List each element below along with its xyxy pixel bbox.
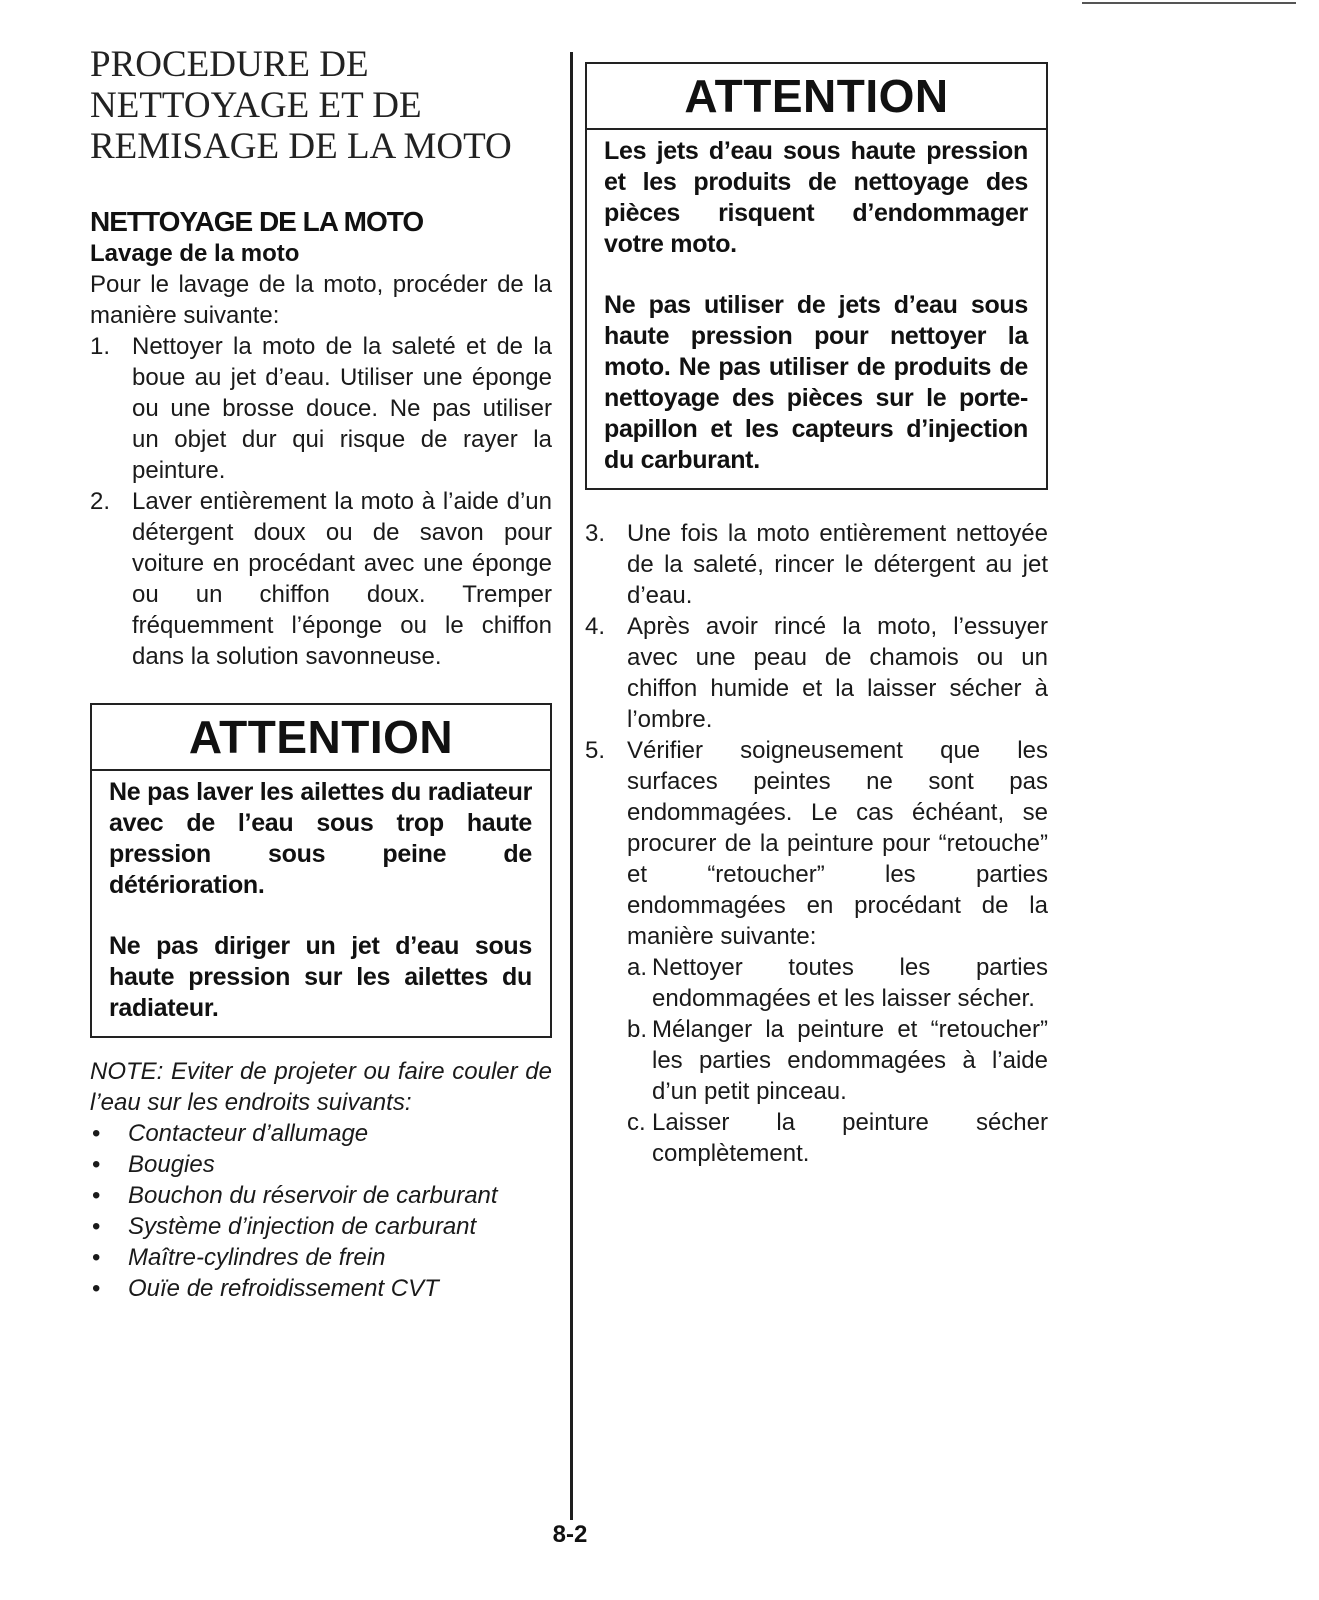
attention-paragraph: Ne pas laver les ailettes du radiateur avec de l’eau sous trop haute pression sous peine de détérioration. — [109, 778, 532, 899]
attention-content — [92, 771, 550, 1036]
attention-box-pressure — [585, 62, 1048, 490]
sub-steps-list — [585, 952, 1048, 1169]
attention-paragraph: Les jets d’eau sous haute pression et les produits de nettoyage des pièces risquent d’endommager votre moto. — [604, 137, 1028, 258]
bullet-icon: • — [92, 1244, 101, 1271]
note-item-text: Ouïe de refroidissement CVT — [128, 1275, 439, 1302]
section-heading: NETTOYAGE DE LA MOTO — [90, 206, 424, 237]
note-text: NOTE: Eviter de projeter ou faire couler de l’eau sur les endroits suivants: — [90, 1058, 552, 1116]
sub-step-letter: a. — [627, 954, 648, 981]
steps-list-right — [585, 518, 1048, 952]
bullet-icon: • — [92, 1275, 101, 1302]
bullet-icon: • — [92, 1182, 101, 1209]
bullet-icon: • — [92, 1151, 101, 1178]
sub-step-letter: b. — [627, 1016, 648, 1043]
note-item — [90, 1118, 552, 1149]
sub-step-item — [627, 952, 1048, 1014]
title-line: NETTOYAGE ET DE — [90, 85, 422, 126]
step-text: Une fois la moto entièrement nettoyée de la saleté, rincer le détergent au jet d’eau. — [627, 520, 1048, 609]
sub-step-item — [627, 1107, 1048, 1169]
step-number: 2. — [90, 488, 111, 515]
note-list — [90, 1118, 552, 1304]
sub-heading: Lavage de la moto — [90, 240, 300, 267]
column-divider — [570, 52, 573, 1520]
note-item — [90, 1242, 552, 1273]
step-text: Après avoir rincé la moto, l’essuyer avec une peau de chamois ou un chiffon humide et la laisser sécher à l’ombre. — [627, 613, 1048, 733]
title-line: PROCEDURE DE — [90, 44, 369, 85]
page-number: 8-2 — [552, 1521, 588, 1548]
sub-step-item — [627, 1014, 1048, 1107]
right-column — [585, 62, 1048, 1169]
step-text: Vérifier soigneusement que les surfaces peintes ne sont pas endommagées. Le cas échéant, se procurer de la peinture pour “retouche” et “retoucher” les parties endommagées en procédant de la manière suivante: — [627, 737, 1048, 950]
title-line: REMISAGE DE LA MOTO — [90, 126, 512, 167]
attention-heading: ATTENTION — [587, 64, 1046, 130]
step-text: Nettoyer la moto de la saleté et de la boue au jet d’eau. Utiliser une éponge ou une brosse douce. Ne pas utiliser un objet dur qui risque de rayer la peinture. — [132, 333, 552, 484]
sub-step-text: Laisser la peinture sécher complètement. — [652, 1109, 1048, 1167]
attention-heading: ATTENTION — [92, 705, 550, 771]
sub-step-text: Mélanger la peinture et “retoucher” les parties endommagées à l’aide d’un petit pinceau. — [652, 1016, 1048, 1105]
bullet-icon: • — [92, 1213, 101, 1240]
steps-list-left — [90, 331, 552, 672]
note-item-text: Système d’injection de carburant — [128, 1213, 477, 1240]
sub-step-letter: c. — [627, 1109, 646, 1136]
step-number: 3. — [585, 520, 606, 547]
step-number: 5. — [585, 737, 606, 764]
note-item-text: Bouchon du réservoir de carburant — [128, 1182, 498, 1209]
bullet-icon: • — [92, 1120, 101, 1147]
step-number: 1. — [90, 333, 111, 360]
step-item — [90, 331, 552, 486]
step-item — [585, 518, 1048, 611]
intro-paragraph: Pour le lavage de la moto, procéder de la manière suivante: — [90, 271, 552, 329]
page-title — [90, 44, 552, 167]
step-number: 4. — [585, 613, 606, 640]
left-column — [90, 44, 552, 1304]
step-text: Laver entièrement la moto à l’aide d’un détergent doux ou de savon pour voiture en procédant avec une éponge ou un chiffon doux. Tremper fréquemment l’éponge ou le chiffon dans la solution savonneuse. — [132, 488, 552, 670]
top-edge-line — [1082, 2, 1296, 4]
note-item — [90, 1273, 552, 1304]
note-item-text: Maître-cylindres de frein — [128, 1244, 386, 1271]
attention-box-radiator — [90, 703, 552, 1038]
attention-paragraph: Ne pas utiliser de jets d’eau sous haute pression pour nettoyer la moto. Ne pas utiliser de produits de nettoyage des pièces sur le porte-papillon et les capteurs d’injection du carburant. — [604, 291, 1028, 474]
note-block — [90, 1056, 552, 1304]
note-item — [90, 1211, 552, 1242]
note-item — [90, 1149, 552, 1180]
attention-content — [587, 130, 1046, 488]
sub-step-text: Nettoyer toutes les parties endommagées et les laisser sécher. — [652, 954, 1048, 1012]
step-item — [585, 611, 1048, 735]
note-item-text: Contacteur d’allumage — [128, 1120, 369, 1147]
note-item — [90, 1180, 552, 1211]
step-item — [90, 486, 552, 672]
note-item-text: Bougies — [128, 1151, 215, 1178]
attention-paragraph: Ne pas diriger un jet d’eau sous haute pression sur les ailettes du radiateur. — [109, 932, 532, 1022]
step-item — [585, 735, 1048, 952]
